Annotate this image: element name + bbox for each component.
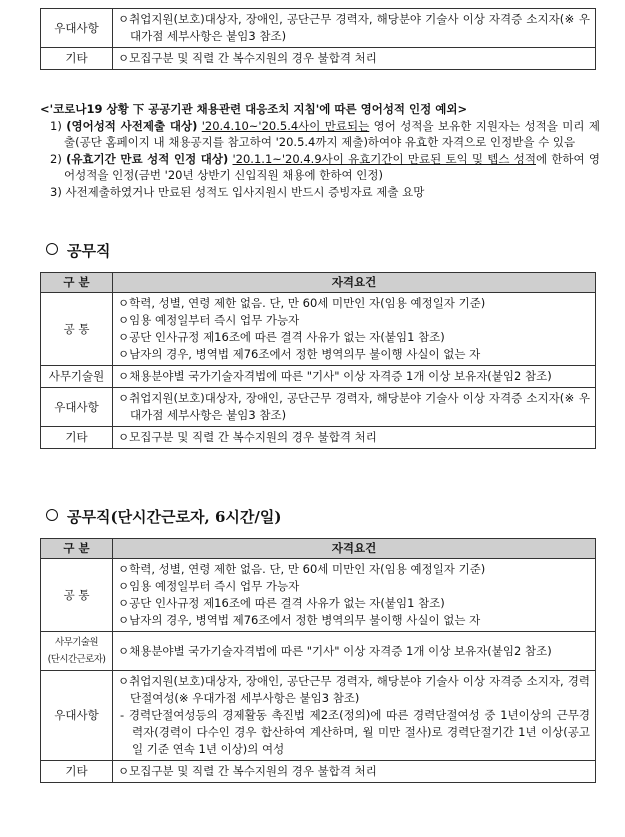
row-label: 기타 — [41, 48, 113, 70]
row-content: ㅇ채용분야별 국가기술자격법에 따른 "기사" 이상 자격증 1개 이상 보유자(붙임2 참조) — [113, 632, 596, 671]
header-category: 구 분 — [41, 273, 113, 293]
table-row — [41, 9, 596, 48]
row-label: 우대사항 — [41, 388, 113, 427]
table-row — [41, 671, 596, 761]
notice-item-3: 3) 사전제출하였거나 만료된 성적도 입사지원시 반드시 증빙자료 제출 요망 — [50, 184, 425, 199]
row-content: ㅇ취업지원(보호)대상자, 장애인, 공단근무 경력자, 해당분야 기술사 이상 자격증 소지자(※ 우대가점 세부사항은 붙임3 참조) — [113, 388, 596, 427]
row-label: 기타 — [41, 761, 113, 783]
table-row — [41, 632, 596, 671]
notice-item-1: 1) (영어성적 사전제출 대상) '20.4.10~'20.5.4사이 만료되는 영어 성적을 보유한 지원자는 성적을 미리 제출(공단 홈페이지 내 채용공지를 참고하여 '20.5.4까지 제출)하여야 유효한 자격으로 인정받을 수 있음 — [50, 118, 601, 149]
circle-bullet-icon — [46, 509, 58, 521]
notice-title: <'코로나19 상황 下 공공기관 채용관련 대응조치 지침'에 따른 영어성적 인정 예외> — [40, 102, 468, 116]
row-content: ㅇ채용분야별 국가기술자격법에 따른 "기사" 이상 자격증 1개 이상 보유자(붙임2 참조) — [113, 366, 596, 388]
table-row — [41, 427, 596, 449]
table-row — [41, 761, 596, 783]
table-header-row — [41, 273, 596, 293]
row-label: 사무기술원 (단시간근로자) — [41, 632, 113, 671]
section-title-2: 공무직(단시간근로자, 6시간/일) — [46, 506, 281, 527]
row-content: ㅇ학력, 성별, 연령 제한 없음. 단, 만 60세 미만인 자(임용 예정일자 기준) ㅇ임용 예정일부터 즉시 업무 가능자 ㅇ공단 인사규정 제16조에 따른 결격 사유가 없는 자(붙임1 참조) ㅇ남자의 경우, 병역법 제76조에서 정한 병역의무 불이행 사실이 없는 자 — [113, 559, 596, 632]
row-label: 사무기술원 — [41, 366, 113, 388]
row-label: 우대사항 — [41, 671, 113, 761]
notice-item-2: 2) (유효기간 만료 성적 인정 대상) '20.1.1~'20.4.9사이 유효기간이 만료된 토익 및 텝스 성적에 한하여 영어성적을 인정(금번 '20년 상반기 신입직원 채용에 한하여 인정) — [50, 151, 601, 182]
header-requirements: 자격요건 — [113, 539, 596, 559]
row-content: ㅇ모집구분 및 직렬 간 복수지원의 경우 불합격 처리 — [113, 48, 596, 70]
table-row — [41, 293, 596, 366]
english-score-notice — [40, 101, 600, 200]
row-content: ㅇ취업지원(보호)대상자, 장애인, 공단근무 경력자, 해당분야 기술사 이상 자격증 소지자(※ 우대가점 세부사항은 붙임3 참조) — [113, 9, 596, 48]
row-content: ㅇ모집구분 및 직렬 간 복수지원의 경우 불합격 처리 — [113, 427, 596, 449]
section-title-1: 공무직 — [46, 240, 110, 261]
row-label: 공 통 — [41, 293, 113, 366]
row-content: ㅇ모집구분 및 직렬 간 복수지원의 경우 불합격 처리 — [113, 761, 596, 783]
header-category: 구 분 — [41, 539, 113, 559]
section2-requirements-table — [40, 538, 596, 783]
section1-requirements-table — [40, 272, 596, 449]
row-label: 기타 — [41, 427, 113, 449]
row-content: ㅇ학력, 성별, 연령 제한 없음. 단, 만 60세 미만인 자(임용 예정일자 기준) ㅇ임용 예정일부터 즉시 업무 가능자 ㅇ공단 인사규정 제16조에 따른 결격 사유가 없는 자(붙임1 참조) ㅇ남자의 경우, 병역법 제76조에서 정한 병역의무 불이행 사실이 없는 자 — [113, 293, 596, 366]
row-label: 우대사항 — [41, 9, 113, 48]
table-row — [41, 366, 596, 388]
table-header-row — [41, 539, 596, 559]
row-label: 공 통 — [41, 559, 113, 632]
table-row — [41, 388, 596, 427]
table-row — [41, 48, 596, 70]
circle-bullet-icon — [46, 243, 58, 255]
row-content: ㅇ취업지원(보호)대상자, 장애인, 공단근무 경력자, 해당분야 기술사 이상 자격증 소지자, 경력단절여성(※ 우대가점 세부사항은 붙임3 참조) - 경력단절여성등의 경제활동 촉진법 제2조(정의)에 따른 경력단절여성 중 1년이상의 근무경력자(경력이 다수인 경우 합산하여 계산하며, 월 미만 절사)로 경력단절기간 1년 이상(공고일 기준 연속 1년 이상)의 여성 — [113, 671, 596, 761]
top-requirements-table — [40, 8, 596, 70]
table-row — [41, 559, 596, 632]
header-requirements: 자격요건 — [113, 273, 596, 293]
